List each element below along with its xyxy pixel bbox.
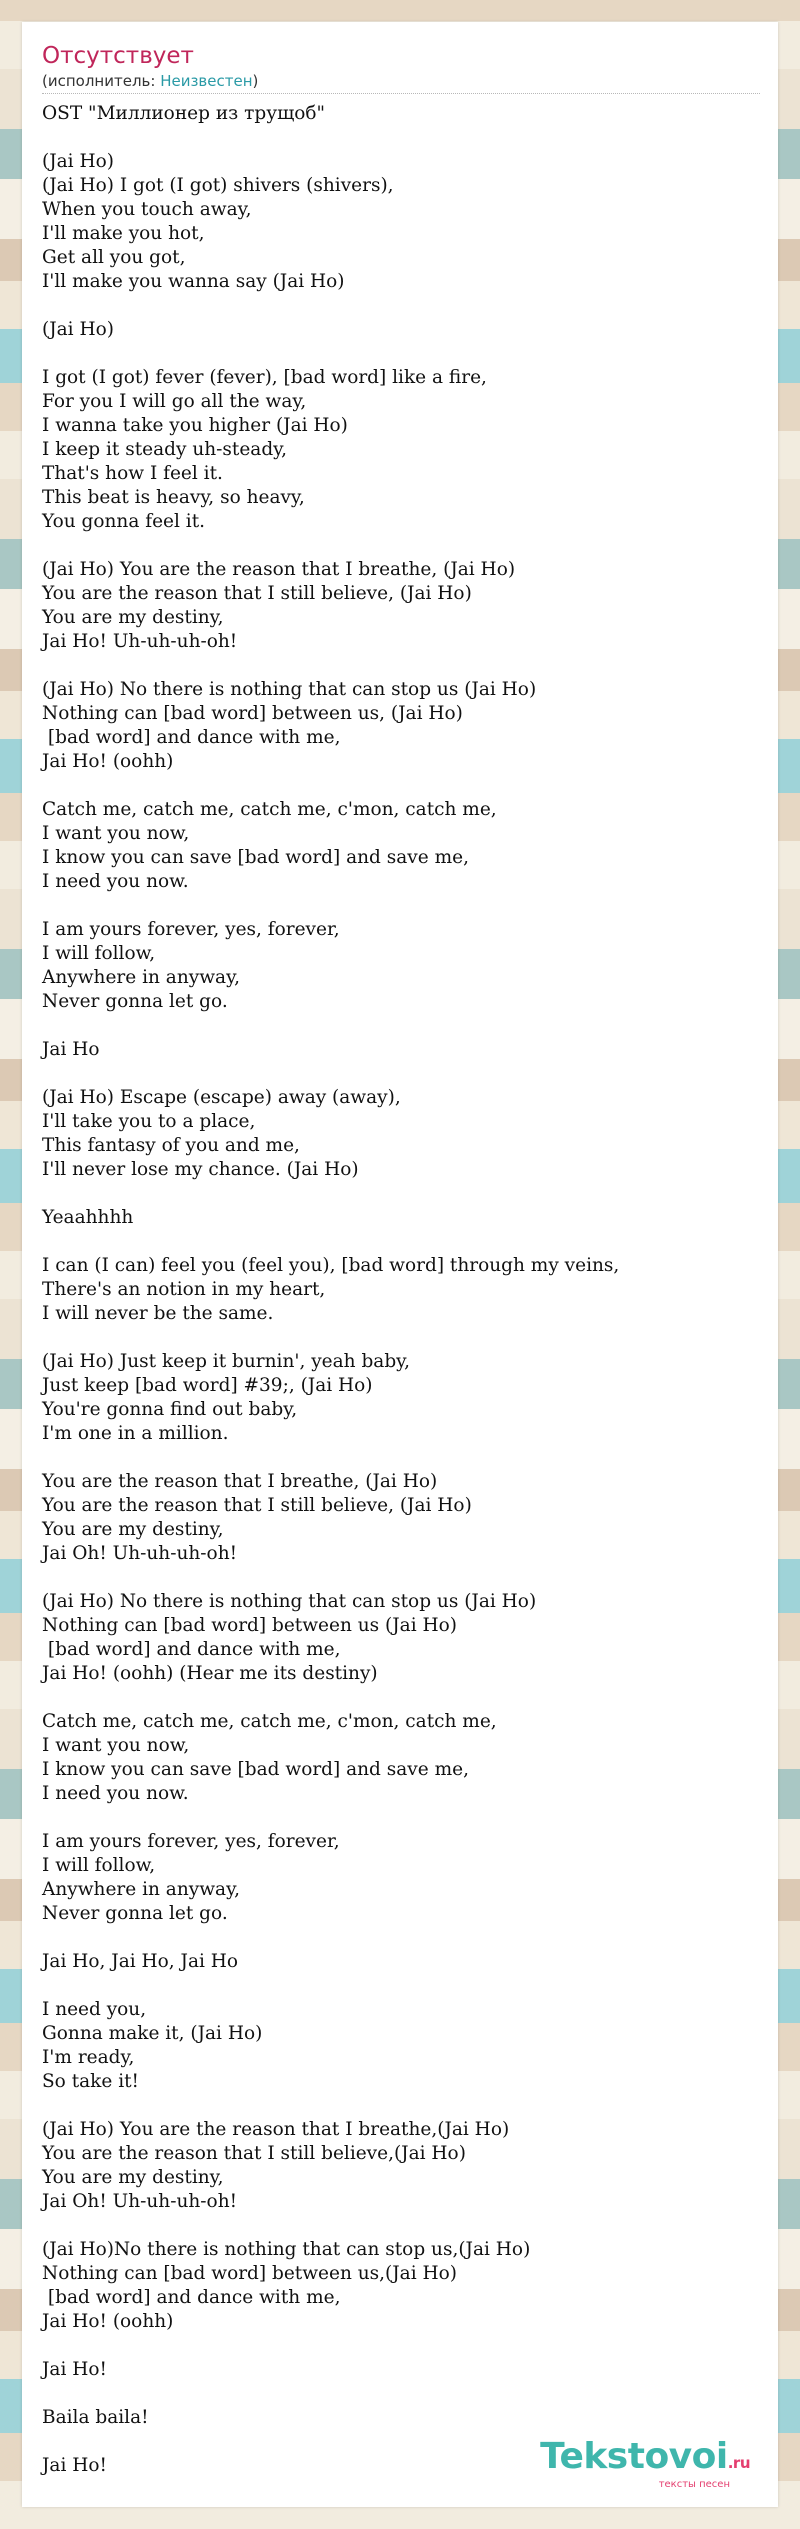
lyric-line: This beat is heavy, so heavy, (42, 487, 305, 508)
lyric-line: (Jai Ho) I got (I got) shivers (shivers), (42, 175, 394, 196)
lyric-line: Jai Oh! Uh-uh-uh-oh! (42, 1543, 238, 1564)
lyric-line: I will never be the same. (42, 1303, 274, 1324)
lyric-line: When you touch away, (42, 199, 252, 220)
lyric-line (42, 2334, 760, 2358)
lyric-line: Nothing can [bad word] between us, (Jai Ho) (42, 703, 463, 724)
lyric-line (42, 2382, 760, 2406)
artist-suffix: ) (252, 72, 259, 90)
lyric-line (42, 342, 760, 366)
lyric-line: OST "Миллионер из трущоб" (42, 103, 326, 124)
lyric-line: (Jai Ho) You are the reason that I breathe,(Jai Ho) (42, 2119, 510, 2140)
lyric-line: Never gonna let go. (42, 1903, 228, 1924)
lyric-line: (Jai Ho) No there is nothing that can stop us (Jai Ho) (42, 679, 537, 700)
lyric-line: (Jai Ho)No there is nothing that can stop us,(Jai Ho) (42, 2239, 531, 2260)
lyric-line: Yeaahhhh (42, 1207, 134, 1228)
lyric-line: Jai Oh! Uh-uh-uh-oh! (42, 2191, 238, 2212)
lyric-line: I want you now, (42, 823, 190, 844)
lyric-line: [bad word] and dance with me, (42, 1639, 341, 1660)
lyric-line: I know you can save [bad word] and save me, (42, 1759, 469, 1780)
lyric-line: I'm ready, (42, 2047, 135, 2068)
lyric-line: Just keep [bad word] #39;, (Jai Ho) (42, 1375, 373, 1396)
lyric-line (42, 2214, 760, 2238)
lyric-line: I got (I got) fever (fever), [bad word] like a fire, (42, 367, 487, 388)
lyric-line: I am yours forever, yes, forever, (42, 919, 340, 940)
lyric-line: (Jai Ho) No there is nothing that can stop us (Jai Ho) (42, 1591, 537, 1612)
lyric-line: (Jai Ho) (42, 319, 114, 340)
lyric-line: Never gonna let go. (42, 991, 228, 1012)
logo-wordmark (540, 2436, 750, 2481)
lyric-line: I'll make you wanna say (Jai Ho) (42, 271, 345, 292)
lyric-line: For you I will go all the way, (42, 391, 307, 412)
lyric-line: I will follow, (42, 1855, 156, 1876)
lyric-line (42, 126, 760, 150)
lyric-line (42, 1806, 760, 1830)
site-logo[interactable] (540, 2436, 750, 2491)
lyric-line: I wanna take you higher (Jai Ho) (42, 415, 348, 436)
logo-tld: .ru (727, 2454, 750, 2472)
lyric-line: I am yours forever, yes, forever, (42, 1831, 340, 1852)
lyric-line: (Jai Ho) (42, 151, 114, 172)
lyric-line: Nothing can [bad word] between us,(Jai Ho) (42, 2263, 457, 2284)
lyric-line: (Jai Ho) Escape (escape) away (away), (42, 1087, 401, 1108)
lyric-line (42, 774, 760, 798)
lyric-line: There's an notion in my heart, (42, 1279, 326, 1300)
lyric-line (42, 1182, 760, 1206)
lyric-line: This fantasy of you and me, (42, 1135, 300, 1156)
lyric-line: You are the reason that I breathe, (Jai Ho) (42, 1471, 438, 1492)
lyric-line: I know you can save [bad word] and save me, (42, 847, 469, 868)
artist-line (42, 72, 258, 90)
lyric-line: You are my destiny, (42, 1519, 224, 1540)
lyric-line: Jai Ho! Uh-uh-uh-oh! (42, 631, 238, 652)
artist-prefix: (исполнитель: (42, 72, 161, 90)
lyric-line: Jai Ho! (42, 2359, 107, 2380)
lyric-line: You're gonna find out baby, (42, 1399, 298, 1420)
lyric-line (42, 1974, 760, 1998)
lyric-line (42, 894, 760, 918)
lyric-line: I keep it steady uh-steady, (42, 439, 288, 460)
lyric-line: Jai Ho (42, 1039, 100, 1060)
lyric-line: Baila baila! (42, 2407, 149, 2428)
lyric-line: I need you, (42, 1999, 147, 2020)
lyric-line (42, 1446, 760, 1470)
lyric-line: I need you now. (42, 1783, 189, 1804)
lyric-line: Catch me, catch me, catch me, c'mon, catch me, (42, 1711, 497, 1732)
lyric-line (42, 534, 760, 558)
lyric-line: I'll take you to a place, (42, 1111, 256, 1132)
lyric-line: Anywhere in anyway, (42, 1879, 240, 1900)
lyric-line: Jai Ho! (42, 2455, 107, 2476)
lyric-line: Jai Ho! (oohh) (42, 751, 174, 772)
header-divider (42, 93, 760, 94)
lyric-line: [bad word] and dance with me, (42, 727, 341, 748)
lyric-line: You are the reason that I still believe,(Jai Ho) (42, 2143, 466, 2164)
lyric-line: That's how I feel it. (42, 463, 223, 484)
lyric-line: Anywhere in anyway, (42, 967, 240, 988)
song-title: Отсутствует (42, 43, 194, 69)
lyric-line (42, 1326, 760, 1350)
lyrics-card (22, 22, 778, 2507)
lyric-line: You are the reason that I still believe, (Jai Ho) (42, 583, 472, 604)
lyric-line (42, 2094, 760, 2118)
lyric-line: Catch me, catch me, catch me, c'mon, catch me, (42, 799, 497, 820)
lyric-line: Nothing can [bad word] between us (Jai Ho) (42, 1615, 457, 1636)
lyric-line (42, 1686, 760, 1710)
lyric-line: (Jai Ho) You are the reason that I breathe, (Jai Ho) (42, 559, 516, 580)
lyric-line (42, 1230, 760, 1254)
lyric-line: I want you now, (42, 1735, 190, 1756)
logo-tagline: тексты песен (658, 2479, 730, 2490)
lyric-line: I need you now. (42, 871, 189, 892)
lyric-line (42, 1926, 760, 1950)
lyric-line (42, 1014, 760, 1038)
lyric-line: I will follow, (42, 943, 156, 964)
lyric-line: (Jai Ho) Just keep it burnin', yeah baby, (42, 1351, 411, 1372)
lyric-line: I'll never lose my chance. (Jai Ho) (42, 1159, 359, 1180)
lyrics-text (42, 102, 760, 2478)
lyric-line: Gonna make it, (Jai Ho) (42, 2023, 263, 2044)
lyric-line: I'll make you hot, (42, 223, 205, 244)
lyric-line: Get all you got, (42, 247, 186, 268)
lyric-line: I can (I can) feel you (feel you), [bad word] through my veins, (42, 1255, 620, 1276)
lyric-line: Jai Ho! (oohh) (42, 2311, 174, 2332)
lyric-line: You gonna feel it. (42, 511, 206, 532)
lyric-line: Jai Ho! (oohh) (Hear me its destiny) (42, 1663, 378, 1684)
lyric-line (42, 1566, 760, 1590)
lyric-line: Jai Ho, Jai Ho, Jai Ho (42, 1951, 239, 1972)
lyric-line: So take it! (42, 2071, 139, 2092)
logo-name: Tekstovoi (540, 2436, 728, 2477)
lyric-line: You are my destiny, (42, 2167, 224, 2188)
artist-link[interactable]: Неизвестен (160, 72, 253, 90)
lyric-line (42, 654, 760, 678)
lyric-line (42, 1062, 760, 1086)
lyric-line: [bad word] and dance with me, (42, 2287, 341, 2308)
lyric-line (42, 294, 760, 318)
lyric-line: You are the reason that I still believe, (Jai Ho) (42, 1495, 472, 1516)
lyric-line: You are my destiny, (42, 607, 224, 628)
lyric-line: I'm one in a million. (42, 1423, 229, 1444)
